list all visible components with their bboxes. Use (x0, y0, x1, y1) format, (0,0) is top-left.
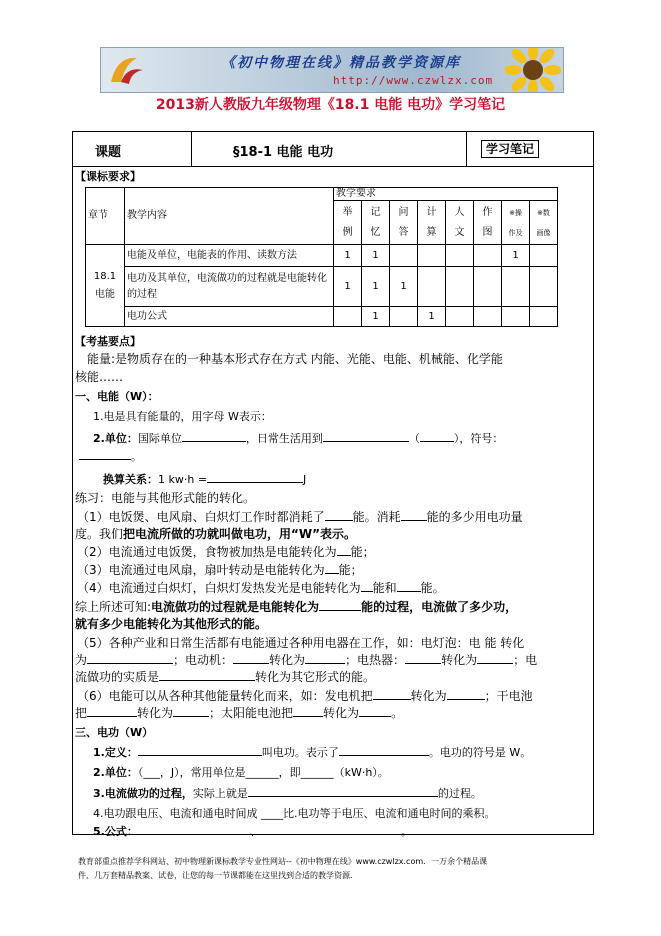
topic-title: §18-1 电能 电功 (233, 145, 334, 160)
topic-header (73, 132, 593, 167)
section-electric-energy: 一、电能（W）： (75, 390, 159, 403)
document-title: 2013新人教版九年级物理《18.1 电能 电功》学习笔记 (155, 97, 506, 113)
exercise-1-cont: 度。我们把电流所做的功就叫做电功，用“W”表示。 (75, 527, 357, 541)
chapter-cell: 18.1电能 (86, 245, 125, 327)
curriculum-table (85, 187, 558, 327)
content-header: 教学内容 (125, 188, 334, 245)
exercise-3: （3）电流通过电风扇，扇叶转动是电能转化为 能； (77, 563, 363, 577)
banner-url[interactable]: http://www.czwlzx.com (333, 74, 494, 87)
curriculum-heading: 【课标要求】 (75, 170, 141, 183)
content-cell: 电功及其单位，电流做功的过程就是电能转化的过程 (125, 267, 334, 307)
blank (420, 441, 454, 442)
requirement-col-header: 记 忆 (362, 201, 390, 245)
footer-line-2: 件、几万套精品教案、试卷，让您的每一节课都能在这里找到合适的教学资源． (78, 871, 358, 880)
requirement-col-header: 作 图 (474, 201, 502, 245)
energy-point-1: 1.电是具有能量的，用字母 W表示： (93, 410, 272, 423)
exercise-5: （5）各种产业和日常生活都有电能通过各种用电器在工作，如：电灯泡：电 能 转化 (77, 636, 525, 650)
site-logo-icon (107, 52, 147, 88)
work-point-1: 1.定义： 叫电功。表示了 。电功的符号是 W。 (93, 746, 532, 759)
exercise-5-end: 流做功的实质是 转化为其它形式的能。 (75, 670, 376, 684)
requirement-col-header: 举 例 (334, 201, 362, 245)
blank (207, 482, 303, 483)
requirement-header: 教学要求 (334, 188, 558, 201)
exercise-title: 练习：电能与其他形式能的转化。 (75, 491, 256, 505)
requirement-col-header: 问 答 (390, 201, 418, 245)
footer-line-1: 教育部重点推荐学科网站、初中物理新课标教学专业性网站--《初中物理在线》www.czwlzx.com．一万余个精品课 (78, 857, 488, 866)
table-row: 18.1电能 电能及单位，电能表的作用、读数方法 1 1 1 (86, 245, 558, 267)
energy-symbol-blank: 。 (79, 450, 142, 464)
work-point-2: 2.单位：（___，J），常用单位是______，即______（kW·h）。 (93, 766, 389, 779)
blank (182, 441, 246, 442)
work-point-4: 4.电功跟电压、电流和通电时间成 ____比.电功等于电压、电流和通电时间的乘积。 (93, 807, 496, 820)
topic-label: 课题 (95, 145, 122, 160)
conversion-relation: 换算关系：1 kw·h = J (103, 473, 307, 486)
summary: 综上所述可知:电流做功的过程就是电能转化为 能的过程，电流做了多少功， (75, 600, 518, 614)
requirement-col-header: ※数 画像 (530, 201, 558, 245)
energy-intro: 能量:是物质存在的一种基本形式存在方式 内能、光能、电能、机械能、化学能 (87, 352, 503, 366)
blank (323, 441, 409, 442)
summary-cont: 就有多少电能转化为其他形式的能。 (75, 617, 268, 631)
section-electric-work: 三、电功（W） (75, 726, 154, 739)
keypoints-heading: 【考基要点】 (75, 335, 141, 348)
work-point-5: 5.公式： 、 。 (93, 825, 412, 838)
site-banner (100, 47, 564, 93)
content-cell: 电功公式 (125, 307, 334, 327)
sunflower-icon (505, 47, 561, 93)
exercise-6-cont: 把 转化为 ；太阳能电池把 转化为 。 (75, 706, 404, 720)
table-row: 电功公式 1 1 (86, 307, 558, 327)
content-cell: 电能及单位，电能表的作用、读数方法 (125, 245, 334, 267)
chapter-header: 章节 (86, 188, 125, 245)
exercise-5-cont: 为 ；电动机： 转化为 ；电热器： 转化为 ；电 (75, 653, 538, 667)
exercise-4: （4）电流通过白炽灯，白炽灯发热发光是电能转化为 能和 能。 (77, 581, 445, 595)
exercise-2: （2）电流通过电饭煲，食物被加热是电能转化为 能； (77, 545, 375, 559)
requirement-col-header: ※操 作及 (502, 201, 530, 245)
exercise-1: （1）电饭煲、电风扇、白炽灯工作时都消耗了 能。消耗 能的多少用电功量 (77, 510, 523, 524)
requirement-col-header: 计 算 (418, 201, 446, 245)
study-notes-stamp: 学习笔记 (481, 140, 539, 158)
requirement-col-header: 人 文 (446, 201, 474, 245)
banner-title: 《初中物理在线》精品教学资源库 (221, 55, 461, 71)
work-point-3: 3.电流做功的过程，实际上就是 的过程。 (93, 787, 482, 800)
table-row: 电功及其单位，电流做功的过程就是电能转化的过程 1 1 1 (86, 267, 558, 307)
energy-intro-cont: 核能…… (75, 370, 124, 384)
energy-point-2: 2.单位：国际单位 ，日常生活用到 （ ），符号： (93, 432, 504, 445)
exercise-6: （6）电能可以从各种其他能量转化而来，如：发电机把 转化为 ；干电池 (77, 689, 533, 703)
notes-frame (72, 131, 594, 838)
